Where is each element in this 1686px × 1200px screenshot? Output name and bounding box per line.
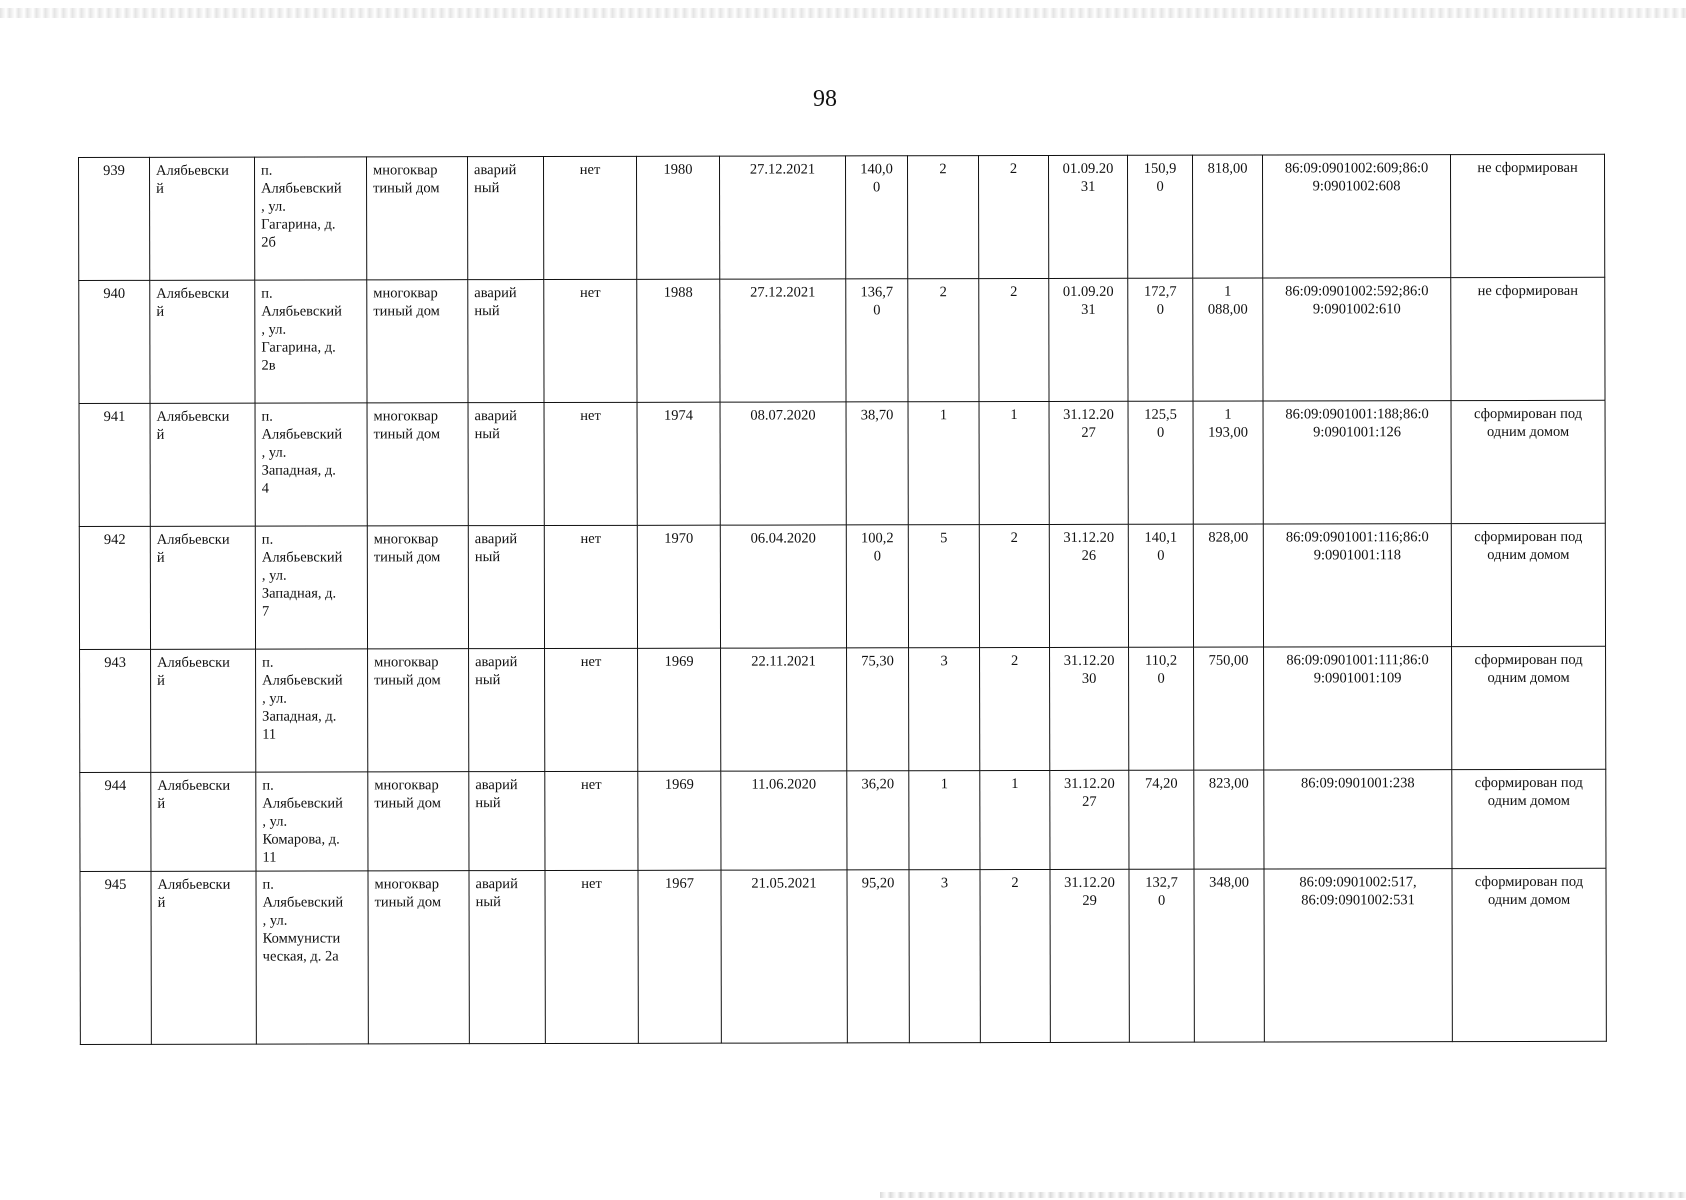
count-1-cell [909, 648, 980, 771]
year-cell-text: 1988 [663, 284, 693, 301]
area-cell-text: 36,20 [861, 776, 895, 793]
area-cell-text: 140,0 0 [860, 161, 893, 196]
status-cell [468, 526, 544, 649]
year-cell [638, 771, 721, 870]
table-row [80, 646, 1606, 772]
amount-cell-text: 1 088,00 [1207, 283, 1248, 318]
municipality-cell-text: Алябьевски й [156, 162, 229, 197]
area-2-cell [1128, 524, 1193, 647]
amount-cell-text: 348,00 [1209, 874, 1249, 891]
flag-cell-text: нет [581, 776, 602, 793]
status-cell [468, 280, 544, 403]
municipality-cell-text: Алябьевски й [156, 531, 230, 566]
area-2-cell [1129, 647, 1194, 770]
row-number-cell [80, 772, 151, 871]
date-cell [721, 648, 847, 771]
year-cell [638, 870, 721, 1043]
area-2-cell-text: 140,1 0 [1144, 529, 1178, 564]
year-cell-text: 1969 [664, 653, 694, 670]
count-1-cell-text: 3 [940, 875, 949, 892]
area-cell [847, 648, 909, 771]
deadline-cell [1048, 155, 1127, 278]
row-number-cell-text: 945 [104, 876, 127, 893]
cadastral-number-cell [1264, 770, 1452, 869]
area-cell [846, 525, 908, 648]
flag-cell [544, 279, 637, 402]
address-cell [256, 649, 368, 772]
date-cell-text: 08.07.2020 [750, 407, 816, 424]
municipality-cell [151, 772, 256, 871]
row-number-cell [80, 649, 151, 772]
area-cell-text: 136,7 0 [860, 284, 894, 319]
amount-cell [1192, 155, 1262, 278]
flag-cell [544, 525, 637, 648]
count-1-cell-text: 2 [939, 161, 947, 178]
land-plot-status-cell [1452, 868, 1606, 1041]
land-plot-status-cell [1451, 277, 1605, 400]
area-2-cell-text: 110,2 0 [1144, 652, 1178, 687]
address-cell [255, 157, 367, 280]
cadastral-number-cell [1264, 647, 1452, 770]
status-cell-text: аварий ный [475, 654, 518, 689]
deadline-cell [1049, 278, 1128, 401]
land-plot-status-cell-text: сформирован под одним домом [1474, 651, 1583, 687]
count-2-cell-text: 1 [1011, 776, 1019, 793]
cadastral-number-cell [1262, 155, 1450, 278]
deadline-cell-text: 31.12.20 29 [1064, 874, 1115, 909]
row-number-cell-text: 943 [104, 654, 126, 671]
row-number-cell [79, 526, 150, 649]
deadline-cell-text: 31.12.20 27 [1063, 406, 1114, 441]
flag-cell-text: нет [580, 653, 602, 670]
cadastral-number-cell [1264, 869, 1452, 1042]
area-cell [846, 279, 908, 402]
count-1-cell-text: 1 [939, 407, 948, 424]
status-cell-text: аварий ный [474, 408, 517, 443]
table-row [80, 868, 1606, 1044]
count-2-cell-text: 2 [1010, 653, 1019, 670]
row-number-cell [80, 871, 151, 1044]
deadline-cell-text: 01.09.20 31 [1062, 283, 1114, 318]
house-type-cell [367, 280, 468, 403]
status-cell [469, 649, 545, 772]
amount-cell [1193, 401, 1263, 524]
house-type-cell-text: многоквар тиный дом [373, 285, 440, 320]
flag-cell [544, 156, 637, 279]
deadline-cell [1050, 770, 1129, 869]
year-cell-text: 1980 [663, 161, 693, 178]
count-2-cell-text: 2 [1010, 284, 1018, 301]
count-2-cell [979, 524, 1049, 647]
municipality-cell [151, 871, 256, 1044]
count-1-cell [908, 402, 979, 525]
area-2-cell [1128, 278, 1193, 401]
status-cell [469, 871, 545, 1044]
municipality-cell-text: Алябьевски й [157, 777, 231, 812]
house-type-cell-text: многоквар тиный дом [373, 162, 440, 197]
area-cell-text: 100,2 0 [860, 530, 894, 565]
area-2-cell [1128, 401, 1193, 524]
land-plot-status-cell [1450, 154, 1604, 277]
amount-cell [1193, 524, 1263, 647]
table-row [80, 769, 1606, 871]
table-row [79, 277, 1605, 403]
address-cell-text: п. Алябьевский , ул. Западная, д. 7 [261, 531, 343, 620]
amount-cell-text: 818,00 [1207, 160, 1248, 177]
count-2-cell-text: 2 [1010, 530, 1018, 547]
register-table [78, 154, 1607, 1045]
address-cell [255, 526, 367, 649]
count-2-cell-text: 1 [1010, 407, 1018, 424]
deadline-cell [1050, 869, 1129, 1042]
land-plot-status-cell [1452, 646, 1606, 769]
year-cell [637, 402, 720, 525]
amount-cell-text: 750,00 [1208, 652, 1249, 669]
house-type-cell-text: многоквар тиный дом [373, 408, 441, 443]
flag-cell [545, 648, 638, 771]
row-number-cell-text: 939 [103, 162, 125, 179]
deadline-cell [1050, 647, 1129, 770]
address-cell-text: п. Алябьевский , ул. Западная, д. 11 [262, 654, 343, 743]
area-2-cell-text: 150,9 0 [1143, 160, 1177, 195]
house-type-cell [367, 157, 468, 280]
address-cell [256, 772, 368, 871]
deadline-cell-text: 31.12.20 27 [1063, 775, 1115, 810]
land-plot-status-cell [1451, 400, 1605, 523]
year-cell-text: 1974 [664, 407, 694, 424]
area-2-cell-text: 74,20 [1144, 775, 1178, 792]
municipality-cell [150, 403, 255, 526]
municipality-cell-text: Алябьевски й [157, 876, 231, 911]
cadastral-number-cell [1263, 401, 1451, 524]
municipality-cell [150, 526, 255, 649]
amount-cell [1193, 278, 1263, 401]
date-cell-text: 27.12.2021 [749, 161, 816, 178]
register-table-wrapper [78, 154, 1607, 1045]
amount-cell-text: 1 193,00 [1208, 406, 1249, 441]
deadline-cell [1049, 524, 1128, 647]
municipality-cell-text: Алябьевски й [156, 285, 230, 320]
count-2-cell [979, 401, 1049, 524]
address-cell-text: п. Алябьевский , ул. Комарова, д. 11 [262, 777, 343, 866]
area-2-cell [1127, 155, 1192, 278]
status-cell-text: аварий ный [474, 162, 517, 197]
flag-cell-text: нет [579, 284, 601, 301]
date-cell [719, 156, 845, 279]
count-2-cell-text: 2 [1011, 875, 1019, 892]
house-type-cell [368, 649, 469, 772]
count-1-cell [908, 279, 979, 402]
scan-edge-bottom [880, 1192, 1686, 1198]
deadline-cell-text: 31.12.20 30 [1063, 652, 1115, 687]
count-1-cell [909, 870, 980, 1043]
flag-cell-text: нет [579, 161, 601, 178]
table-row [79, 523, 1605, 649]
year-cell [637, 525, 720, 648]
date-cell [720, 525, 846, 648]
amount-cell-text: 823,00 [1208, 775, 1249, 792]
land-plot-status-cell-text: сформирован под одним домом [1474, 528, 1583, 564]
land-plot-status-cell [1452, 769, 1606, 868]
flag-cell [544, 402, 637, 525]
deadline-cell-text: 01.09.20 31 [1062, 160, 1114, 195]
house-type-cell [367, 403, 468, 526]
flag-cell [545, 870, 638, 1043]
cadastral-number-cell-text: 86:09:0901001:116;86:0 9:0901001:118 [1285, 529, 1429, 564]
year-cell [637, 279, 720, 402]
area-cell [846, 402, 908, 525]
year-cell-text: 1969 [664, 776, 694, 793]
cadastral-number-cell [1263, 524, 1451, 647]
year-cell-text: 1970 [664, 530, 694, 547]
status-cell-text: аварий ный [474, 285, 517, 320]
count-1-cell-text: 3 [940, 653, 948, 670]
cadastral-number-cell-text: 86:09:0901002:517, 86:09:0901002:531 [1299, 874, 1417, 909]
table-row [79, 400, 1605, 526]
register-table-body [79, 154, 1607, 1044]
municipality-cell [150, 280, 255, 403]
amount-cell [1194, 869, 1264, 1042]
year-cell-text: 1967 [665, 875, 695, 892]
flag-cell-text: нет [581, 875, 602, 892]
status-cell-text: аварий ный [474, 531, 518, 566]
house-type-cell-text: многоквар тиный дом [374, 654, 441, 689]
house-type-cell-text: многоквар тиный дом [373, 531, 441, 566]
municipality-cell-text: Алябьевски й [157, 654, 230, 689]
land-plot-status-cell-text: сформирован под одним домом [1474, 873, 1584, 909]
date-cell [721, 870, 847, 1043]
count-2-cell [980, 647, 1050, 770]
cadastral-number-cell-text: 86:09:0901001:111;86:0 9:0901001:109 [1286, 652, 1429, 687]
house-type-cell [368, 871, 469, 1044]
row-number-cell-text: 944 [104, 777, 127, 794]
row-number-cell-text: 942 [103, 531, 126, 548]
date-cell-text: 21.05.2021 [751, 875, 817, 892]
count-1-cell [908, 525, 979, 648]
area-cell-text: 38,70 [860, 407, 894, 424]
municipality-cell [150, 157, 255, 280]
address-cell-text: п. Алябьевский , ул. Коммунисти ческая, д. 2а [262, 876, 344, 965]
area-cell [845, 156, 907, 279]
scan-edge-top [0, 8, 1686, 18]
municipality-cell-text: Алябьевски й [156, 408, 230, 443]
row-number-cell [79, 157, 150, 280]
municipality-cell [151, 649, 256, 772]
status-cell-text: аварий ный [475, 876, 518, 911]
table-row [79, 154, 1605, 280]
count-1-cell [907, 156, 978, 279]
amount-cell-text: 828,00 [1208, 529, 1249, 546]
count-2-cell [980, 770, 1050, 869]
land-plot-status-cell [1451, 523, 1605, 646]
year-cell [638, 648, 721, 771]
area-2-cell-text: 125,5 0 [1144, 406, 1177, 441]
row-number-cell [79, 403, 150, 526]
cadastral-number-cell-text: 86:09:0901001:238 [1301, 775, 1415, 792]
amount-cell [1194, 647, 1264, 770]
land-plot-status-cell-text: не сформирован [1477, 159, 1578, 177]
deadline-cell [1049, 401, 1128, 524]
amount-cell [1194, 770, 1264, 869]
status-cell [468, 403, 544, 526]
count-2-cell [980, 869, 1050, 1042]
land-plot-status-cell-text: не сформирован [1477, 282, 1579, 300]
count-2-cell [979, 278, 1049, 401]
deadline-cell-text: 31.12.20 26 [1063, 529, 1115, 564]
land-plot-status-cell-text: сформирован под одним домом [1473, 405, 1583, 441]
count-1-cell-text: 2 [939, 284, 947, 301]
date-cell [721, 771, 847, 870]
row-number-cell [79, 280, 150, 403]
area-2-cell-text: 132,7 0 [1145, 874, 1178, 909]
house-type-cell [367, 526, 468, 649]
page-number: 98 [813, 86, 837, 112]
count-1-cell-text: 5 [940, 530, 948, 547]
year-cell [636, 156, 719, 279]
area-cell-text: 95,20 [861, 875, 895, 892]
house-type-cell [368, 772, 469, 871]
flag-cell [545, 771, 638, 870]
address-cell-text: п. Алябьевский , ул. Западная, д. 4 [261, 408, 343, 497]
area-2-cell-text: 172,7 0 [1143, 283, 1177, 318]
address-cell-text: п. Алябьевский , ул. Гагарина, д. 2в [261, 285, 342, 374]
house-type-cell-text: многоквар тиный дом [374, 777, 441, 812]
flag-cell-text: нет [580, 407, 601, 424]
date-cell-text: 06.04.2020 [750, 530, 816, 547]
status-cell [469, 772, 545, 871]
cadastral-number-cell-text: 86:09:0901002:609;86:0 9:0901002:608 [1284, 160, 1429, 195]
row-number-cell-text: 940 [103, 285, 126, 302]
area-2-cell [1129, 869, 1194, 1042]
count-2-cell [978, 155, 1048, 278]
date-cell [720, 402, 846, 525]
house-type-cell-text: многоквар тиный дом [374, 876, 442, 911]
address-cell [255, 280, 367, 403]
date-cell-text: 27.12.2021 [750, 284, 816, 301]
flag-cell-text: нет [580, 530, 602, 547]
area-cell-text: 75,30 [861, 653, 894, 670]
address-cell-text: п. Алябьевский , ул. Гагарина, д. 2б [261, 162, 342, 251]
status-cell [468, 157, 544, 280]
count-2-cell-text: 2 [1009, 161, 1018, 178]
status-cell-text: аварий ный [475, 777, 518, 812]
count-1-cell-text: 1 [940, 776, 948, 793]
row-number-cell-text: 941 [103, 408, 126, 425]
area-cell [847, 771, 909, 870]
date-cell-text: 11.06.2020 [751, 776, 817, 793]
date-cell-text: 22.11.2021 [751, 653, 816, 670]
area-2-cell [1129, 770, 1194, 869]
date-cell [720, 279, 846, 402]
area-cell [847, 870, 909, 1043]
address-cell [255, 403, 367, 526]
land-plot-status-cell-text: сформирован под одним домом [1474, 774, 1583, 810]
address-cell [256, 871, 368, 1044]
cadastral-number-cell-text: 86:09:0901001:188;86:0 9:0901001:126 [1285, 406, 1429, 441]
cadastral-number-cell [1263, 278, 1451, 401]
count-1-cell [909, 771, 980, 870]
cadastral-number-cell-text: 86:09:0901002:592;86:0 9:0901002:610 [1285, 283, 1429, 318]
